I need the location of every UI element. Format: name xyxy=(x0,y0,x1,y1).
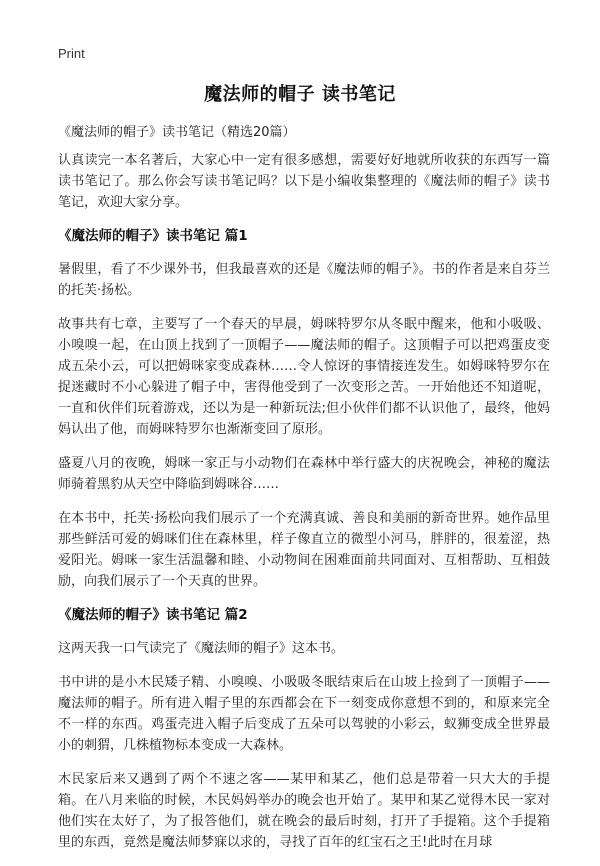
paragraph: 木民家后来又遇到了两个不速之客——某甲和某乙，他们总是带着一只大大的手提箱。在八月来临的时候，木民妈妈举办的晚会也开始了。某甲和某乙觉得木民一家对他们实在太好了，为了报答他们，就在晚会的最后时刻，打开了手提箱。这个手提箱里的东西，竟然是魔法师梦寐以求的，寻找了百年的红宝石之王!此时在月球 xyxy=(58,772,550,850)
page-title: 魔法师的帽子 读书笔记 xyxy=(204,84,396,105)
article-body xyxy=(58,150,550,866)
paragraph: 这两天我一口气读完了《魔法师的帽子》这本书。 xyxy=(58,641,345,656)
paragraph: 暑假里，看了不少课外书，但我最喜欢的还是《魔法师的帽子》。书的作者是来自芬兰的托芙·扬松。 xyxy=(58,262,550,298)
paragraph: 故事共有七章，主要写了一个春天的早晨，姆咪特罗尔从冬眠中醒来，他和小吸吸、小嗅嗅一起，在山顶上找到了一顶帽子——魔法师的帽子。这顶帽子可以把鸡蛋皮变成五朵小云，可以把姆咪家变成森林……令人惊讶的事情接连发生。如姆咪特罗尔在捉迷藏时不小心躲进了帽子中，害得他受到了一次变形之苦。一开始他还不知道呢，一直和伙伴们玩着游戏，还以为是一种新玩法;但小伙伴们都不认识他了，最终，他妈妈认出了他，而姆咪特罗尔也渐渐变回了原形。 xyxy=(58,317,550,437)
print-link[interactable]: Print xyxy=(58,46,85,61)
paragraph: 书中讲的是小木民矮子精、小嗅嗅、小吸吸冬眠结束后在山坡上捡到了一顶帽子——魔法师的帽子。所有进入帽子里的东西都会在下一刻变成你意想不到的，和原来完全不一样的东西。鸡蛋壳进入帽子后变成了五朵可以驾驶的小彩云，蚁狮变成全世界最小的刺猬，几株植物标本变成一大森林。 xyxy=(58,675,550,753)
paragraph: 盛夏八月的夜晚，姆咪一家正与小动物们在森林中举行盛大的庆祝晚会，神秘的魔法师骑着黑豹从天空中降临到姆咪谷…… xyxy=(58,456,550,492)
section-heading-1: 《魔法师的帽子》读书笔记 篇1 xyxy=(58,228,248,244)
intro-paragraph: 认真读完一本名著后，大家心中一定有很多感想，需要好好地就所收获的东西写一篇读书笔记了。那么你会写读书笔记吗？以下是小编收集整理的《魔法师的帽子》读书笔记，欢迎大家分享。 xyxy=(58,153,550,210)
document-subtitle: 《魔法师的帽子》读书笔记（精选20篇） xyxy=(58,125,296,140)
section-heading-2: 《魔法师的帽子》读书笔记 篇2 xyxy=(58,607,248,623)
paragraph: 在本书中，托芙·扬松向我们展示了一个充满真诚、善良和美丽的新奇世界。她作品里那些鲜活可爱的姆咪们住在森林里，样子像直立的微型小河马，胖胖的，很羞涩，热爱阳光。姆咪一家生活温馨和睦、小动物间在困难面前共同面对、互相帮助、互相鼓励，向我们展示了一个天真的世界。 xyxy=(58,511,550,589)
